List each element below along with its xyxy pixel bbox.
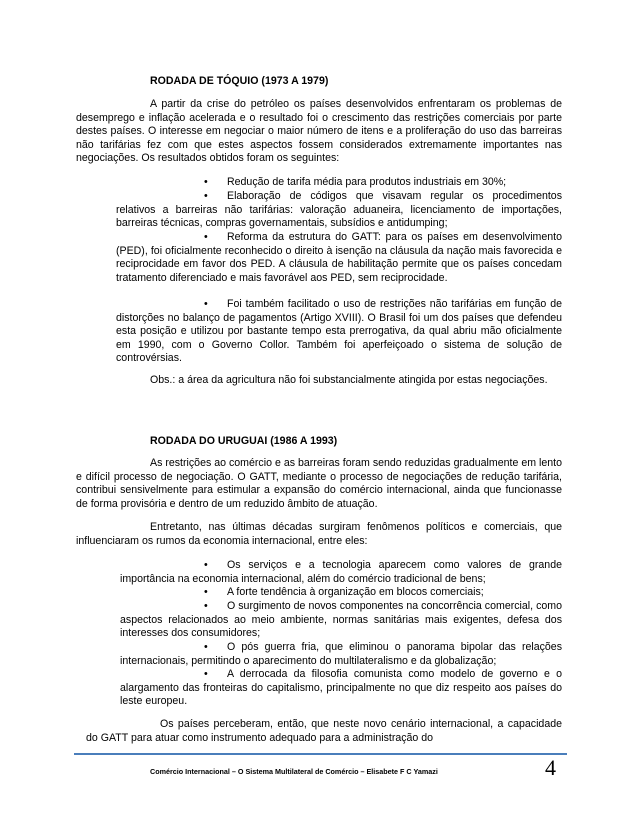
section-heading-tokyo: RODADA DE TÓQUIO (1973 A 1979): [150, 75, 329, 87]
bullet-icon: •: [204, 586, 208, 598]
bullet-icon: •: [204, 190, 208, 202]
bullet-item: O pós guerra fria, que eliminou o panorama bipolar das relações internacionais, permitindo o aparecimento do multilateralismo e da globalização;: [120, 641, 562, 667]
footer-rule: [74, 753, 567, 755]
footer-text: Comércio Internacional – O Sistema Multilateral de Comércio – Elisabete F C Yamazi: [150, 767, 438, 776]
bullet-icon: •: [204, 231, 208, 243]
bullet-icon: •: [204, 668, 208, 680]
bullet-item: A derrocada da filosofia comunista como modelo de governo e o alargamento das fronteiras do capitalismo, principalmente no que diz respeito aos países do leste europeu.: [120, 668, 562, 708]
bullet-item: Os serviços e a tecnologia aparecem como valores de grande importância na economia internacional, além do comércio tradicional de bens;: [120, 559, 562, 585]
bullet-icon: •: [204, 176, 208, 188]
section-heading-uruguay: RODADA DO URUGUAI (1986 A 1993): [150, 435, 338, 447]
intro-paragraph-uruguay: As restrições ao comércio e as barreiras foram sendo reduzidas gradualmente em lento e difícil processo de negociação. O GATT, mediante o processo de negociações de redução tarifária, contribui sensivelmente para estimular a expansão do comércio internacional, ainda que funcionasse de forma provisória e dentro de um reduzido âmbito de atuação.: [76, 457, 562, 510]
bullet-item: Reforma da estrutura do GATT: para os países em desenvolvimento (PED), foi oficialmente reconhecido o direito à isenção na cláusula da nação mais favorecida e reciprocidade em favor dos PED. A cláusula de habilitação permite que os países concedam tratamento diferenciado e mais favorável aos PED, sem reciprocidade.: [116, 231, 562, 284]
obs-paragraph: Obs.: a área da agricultura não foi substancialmente atingida por estas negociações.: [150, 374, 548, 386]
bullet-item: Elaboração de códigos que visavam regular os procedimentos relativos a barreiras não tarifárias: valoração aduaneira, licenciamento de importações, barreiras técnicas, compras governamentais, subsídios e antidumping;: [116, 190, 562, 230]
bullet-icon: •: [204, 559, 208, 571]
closing-paragraph: Os países perceberam, então, que neste novo cenário internacional, a capacidade do GATT para atuar como instrumento adequado para a administração do: [86, 718, 562, 744]
second-paragraph-uruguay: Entretanto, nas últimas décadas surgiram fenômenos políticos e comerciais, que influenciaram os rumos da economia internacional, entre eles:: [76, 521, 562, 547]
bullet-item: Foi também facilitado o uso de restrições não tarifárias em função de distorções no balanço de pagamentos (Artigo XVIII). O Brasil foi um dos países que defendeu esta posição e utilizou por bastante tempo esta prerrogativa, da qual abriu mão oficialmente em 1990, com o Governo Collor. Também foi aperfeiçoado o sistema de solução de controvérsias.: [116, 298, 562, 365]
bullet-item: A forte tendência à organização em blocos comerciais;: [227, 586, 484, 598]
intro-paragraph-tokyo: A partir da crise do petróleo os países desenvolvidos enfrentaram os problemas de desemprego e inflação acelerada e o resultado foi o crescimento das restrições comerciais por parte destes países. O interesse em negociar o maior número de itens e a proliferação do uso das barreiras não tarifárias fez com que estes aspectos fossem considerados extremamente importantes nas negociações. Os resultados obtidos foram os seguintes:: [76, 98, 562, 165]
page-number: 4: [545, 755, 556, 780]
bullet-item: O surgimento de novos componentes na concorrência comercial, como aspectos relacionados ao meio ambiente, normas sanitárias mais exigentes, defesa dos interesses dos consumidores;: [120, 600, 562, 640]
bullet-icon: •: [204, 641, 208, 653]
bullet-icon: •: [204, 298, 208, 310]
bullet-icon: •: [204, 600, 208, 612]
bullet-item: Redução de tarifa média para produtos industriais em 30%;: [227, 176, 507, 188]
